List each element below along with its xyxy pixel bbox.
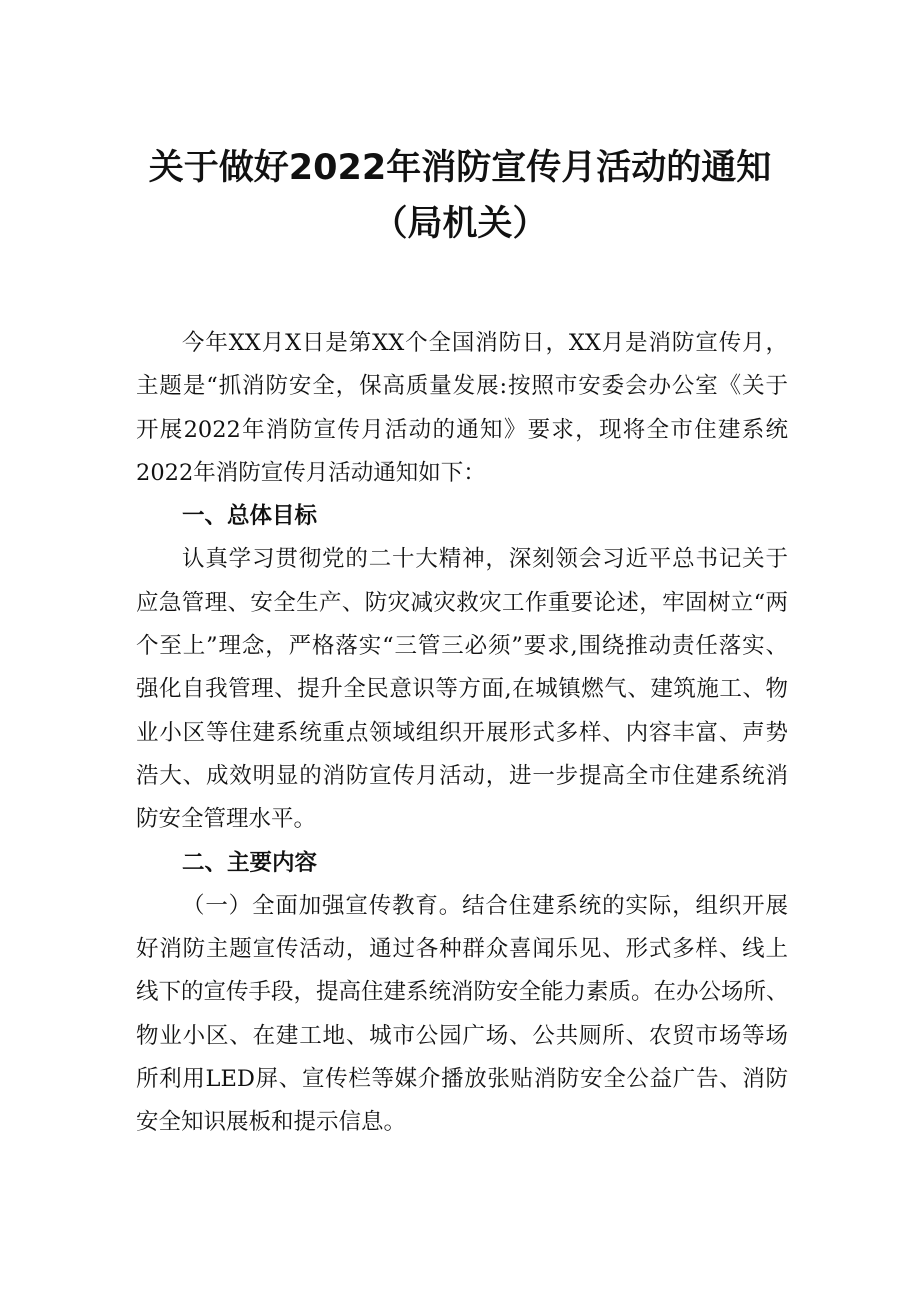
section2-line: 物业小区、在建工地、城市公园广场、公共厕所、农贸市场等场 [136, 1022, 788, 1049]
section1-line: 认真学习贯彻党的二十大精神，深刻领会习近平总书记关于 [182, 546, 788, 573]
section-heading-overall-goal: 一、总体目标 [182, 503, 318, 530]
document-body [136, 322, 788, 1145]
intro-line: 今年XX月X日是第XX个全国消防日，XX月是消防宣传月， [182, 330, 788, 356]
section2-line: （一）全面加强宣传教育。结合住建系统的实际，组织开展 [182, 892, 788, 919]
intro-line: 主题是“抓消防安全，保高质量发展:按照市安委会办公室《关于 [136, 373, 788, 400]
intro-line: 开展2022年消防宣传月活动的通知》要求，现将全市住建系统 [136, 416, 788, 443]
section1-line: 应急管理、安全生产、防灾减灾救灾工作重要论述，牢固树立“两 [136, 589, 788, 616]
document-subtitle: （局机关） [372, 204, 548, 244]
section-heading-main-content: 二、主要内容 [182, 849, 318, 876]
section2-line: 线下的宣传手段，提高住建系统消防安全能力素质。在办公场所、 [136, 979, 789, 1006]
section2-line: 安全知识展板和提示信息。 [136, 1109, 407, 1136]
section1-line: 业小区等住建系统重点领域组织开展形式多样、内容丰富、声势 [136, 719, 788, 746]
section2-line: 所利用LED屏、宣传栏等媒介播放张贴消防安全公益广告、消防 [136, 1066, 788, 1093]
section2-line: 好消防主题宣传活动，通过各种群众喜闻乐见、形式多样、线上 [136, 936, 788, 963]
section1-line: 防安全管理水平。 [136, 806, 317, 833]
document-title: 关于做好2022年消防宣传月活动的通知 [148, 148, 772, 188]
section1-line: 个至上”理念，严格落实“三管三必须”要求,围绕推动责任落实、 [136, 633, 788, 660]
section1-line: 强化自我管理、提升全民意识等方面,在城镇燃气、建筑施工、物 [136, 676, 788, 703]
intro-line: 2022年消防宣传月活动通知如下： [136, 459, 486, 486]
section1-line: 浩大、成效明显的消防宣传月活动，进一步提高全市住建系统消 [136, 762, 788, 789]
